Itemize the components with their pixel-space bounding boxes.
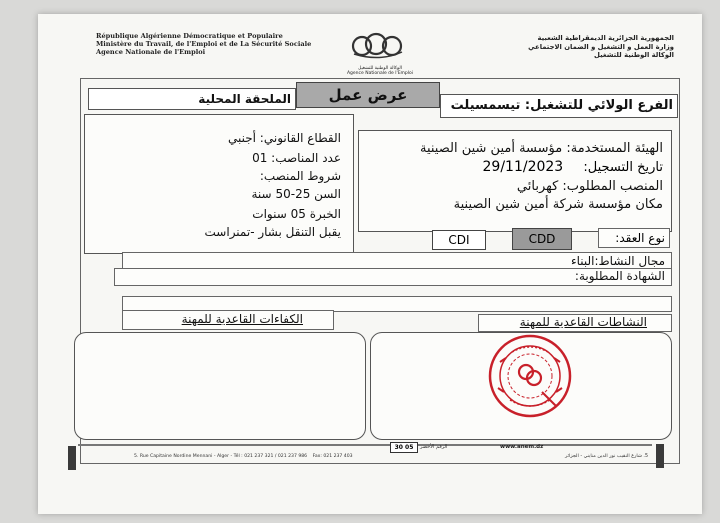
anem-logo — [340, 28, 420, 76]
employer-name: الهيئة المستخدمة: مؤسسة أمين شين الصينية — [419, 141, 663, 156]
header-fr-republic: République Algérienne Démocratique et Populaire — [96, 32, 283, 40]
footer-address-fr — [134, 454, 353, 459]
requested-position: المنصب المطلوب: كهربائي — [516, 179, 663, 194]
logo-caption-fr: Agence Nationale de l'Emploi — [346, 71, 414, 76]
footer-divider — [78, 444, 652, 446]
anem-logo-icon — [340, 28, 420, 62]
contract-option-cdd[interactable]: CDD — [512, 228, 572, 250]
wilaya-branch-header: الفرع الولائي للتشغيل: تيسمسيلت — [440, 94, 678, 118]
green-number: 30 05 — [390, 442, 418, 453]
header-fr-ministry: Ministère du Travail, de l'Emploi et de La Sécurité Sociale — [96, 40, 312, 48]
footer-fax: Fax: 021 237 403 — [312, 454, 353, 459]
job-offer-title: عرض عمل — [296, 82, 440, 108]
registration-date-label: تاريخ التسجيل: — [583, 160, 663, 175]
header-arabic — [438, 34, 674, 60]
official-stamp — [486, 332, 574, 420]
stamp-seal-icon — [486, 332, 574, 420]
certificate-label: الشهادة المطلوبة: — [574, 269, 665, 283]
workplace: مكان مؤسسة شركة أمين شين الصينية — [453, 197, 663, 212]
local-agency-header: الملحقة المحلية — [88, 88, 296, 110]
footer-address: 5. Rue Capitaine Nordine Mennani - Alger - Tél : 021 237 321 / 021 237 986 — [134, 454, 308, 459]
basic-activities-header — [478, 314, 672, 332]
job-conditions-label: شروط المنصب: — [259, 169, 341, 183]
activity-value: مجال النشاط:البناء — [570, 254, 665, 268]
mobility-requirement: يقبل التنقل بشار -تمنراست — [204, 225, 341, 239]
registration-row — [483, 159, 663, 175]
basic-competencies-label: الكفاءات القاعدية للمهنة — [181, 312, 303, 326]
competencies-box — [74, 332, 366, 440]
green-number-label: الرقم الأخضر — [420, 444, 448, 450]
footer-left-bar — [68, 446, 76, 470]
basic-activities-label: النشاطات القاعدية للمهنة — [519, 315, 647, 329]
age-requirement: السن 25-50 سنة — [251, 187, 341, 201]
header-french — [96, 32, 336, 56]
experience-requirement: الخبرة 05 سنوات — [252, 207, 341, 221]
header-ar-ministry: وزارة العمل و التشغيل و الضمان الاجتماعي — [528, 42, 674, 51]
basic-competencies-header — [122, 310, 334, 330]
footer-address-ar: 5. شارع النقيب نور الدين منايني - الجزائر — [564, 454, 648, 459]
job-conditions-panel — [84, 114, 354, 254]
registration-date: 29/11/2023 — [482, 159, 564, 175]
document-page — [38, 14, 702, 514]
footer-right-bar — [656, 444, 664, 468]
website: www.anem.dz — [500, 444, 544, 450]
contract-type-label: نوع العقد: — [598, 228, 670, 248]
legal-sector: القطاع القانوني: أجنبي — [228, 131, 341, 145]
contract-option-cdi[interactable]: CDI — [432, 230, 486, 250]
positions-count: عدد المناصب: 01 — [252, 151, 341, 165]
header-ar-republic: الجمهورية الجزائرية الديمقراطية الشعبية — [537, 34, 674, 42]
employer-panel — [358, 130, 672, 232]
certificate-field — [114, 268, 672, 286]
logo-caption-ar: الوكالة الوطنية للتشغيل — [358, 66, 402, 71]
header-fr-agency: Agence Nationale de l'Emploi — [96, 48, 206, 56]
header-ar-agency: الوكالة الوطنية للتشغيل — [594, 51, 674, 59]
